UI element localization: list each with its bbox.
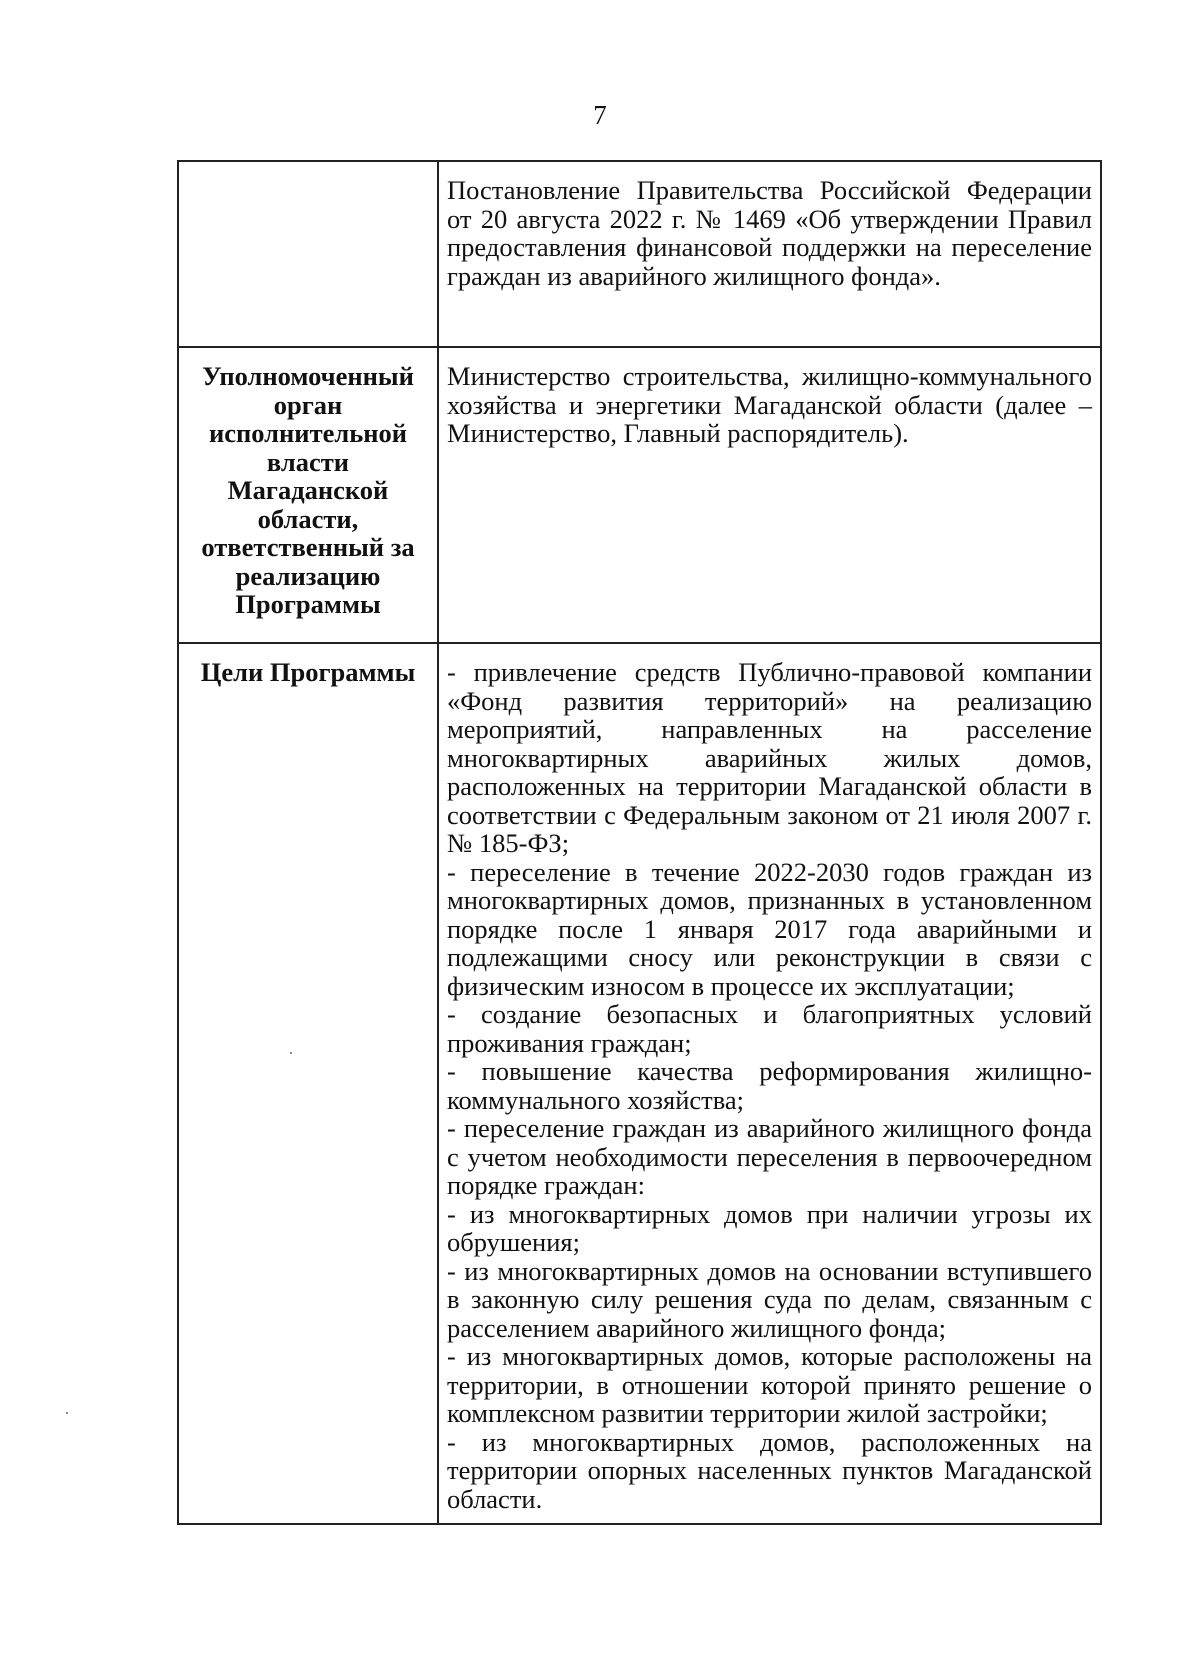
goal-subitem: - из многоквартирных домов на основании вступившего в законную силу решения суда по делам, связанным с расселением аварийного жилищного фонда; — [447, 1255, 1092, 1343]
legal-basis-text: Постановление Правительства Российской Федерации от 20 августа 2022 г. № 1469 «Об утверждении Правил предоставления финансовой поддержки на переселение граждан из аварийного жилищного фонда». — [447, 175, 1092, 291]
program-goals-cell — [438, 643, 1101, 1524]
goal-subitem: - из многоквартирных домов, расположенных на территории опорных населенных пунктов Магаданской области. — [447, 1426, 1092, 1514]
responsible-body-label: Уполномоченный орган исполнительной власти Магаданской области, ответственный за реализацию Программы — [178, 347, 438, 643]
goal-item: - привлечение средств Публично-правовой компании «Фонд развития территорий» на реализацию мероприятий, направленных на расселение многоквартирных аварийных жилых домов, расположенных на территории Магаданской области в соответствии с Федеральным законом от 21 июля 2007 г. № 185-ФЗ; — [447, 657, 1092, 858]
table-row-responsible-body — [178, 347, 1101, 643]
responsible-body-text: Министерство строительства, жилищно-коммунального хозяйства и энергетики Магаданской области (далее – Министерство, Главный распорядитель). — [447, 361, 1092, 448]
program-passport-table — [177, 160, 1102, 1525]
page-number: 7 — [593, 100, 607, 130]
scan-speck — [66, 1412, 68, 1414]
goal-item: - повышение качества реформирования жилищно-коммунального хозяйства; — [447, 1056, 1092, 1115]
responsible-body-cell — [438, 347, 1101, 643]
legal-basis-cell — [438, 161, 1101, 347]
goal-item: - создание безопасных и благоприятных условий проживания граждан; — [447, 999, 1092, 1058]
row-label-empty — [178, 161, 438, 347]
scan-speck — [290, 1052, 292, 1054]
goal-item: - переселение в течение 2022-2030 годов граждан из многоквартирных домов, признанных в установленном порядке после 1 января 2017 года аварийными и подлежащими сносу или реконструкции в связи с физическим износом в процессе их эксплуатации; — [447, 856, 1092, 1001]
goal-subitem: - из многоквартирных домов при наличии угрозы их обрушения; — [447, 1198, 1092, 1257]
goal-subitem: - из многоквартирных домов, которые расположены на территории, в отношении которой принято решение о комплексном развитии территории жилой застройки; — [447, 1341, 1092, 1428]
table-row-legal-basis — [178, 161, 1101, 347]
table-row-program-goals — [178, 643, 1101, 1524]
goal-item: - переселение граждан из аварийного жилищного фонда с учетом необходимости переселения в первоочередном порядке граждан: — [447, 1113, 1092, 1200]
program-goals-label: Цели Программы — [178, 643, 438, 1524]
